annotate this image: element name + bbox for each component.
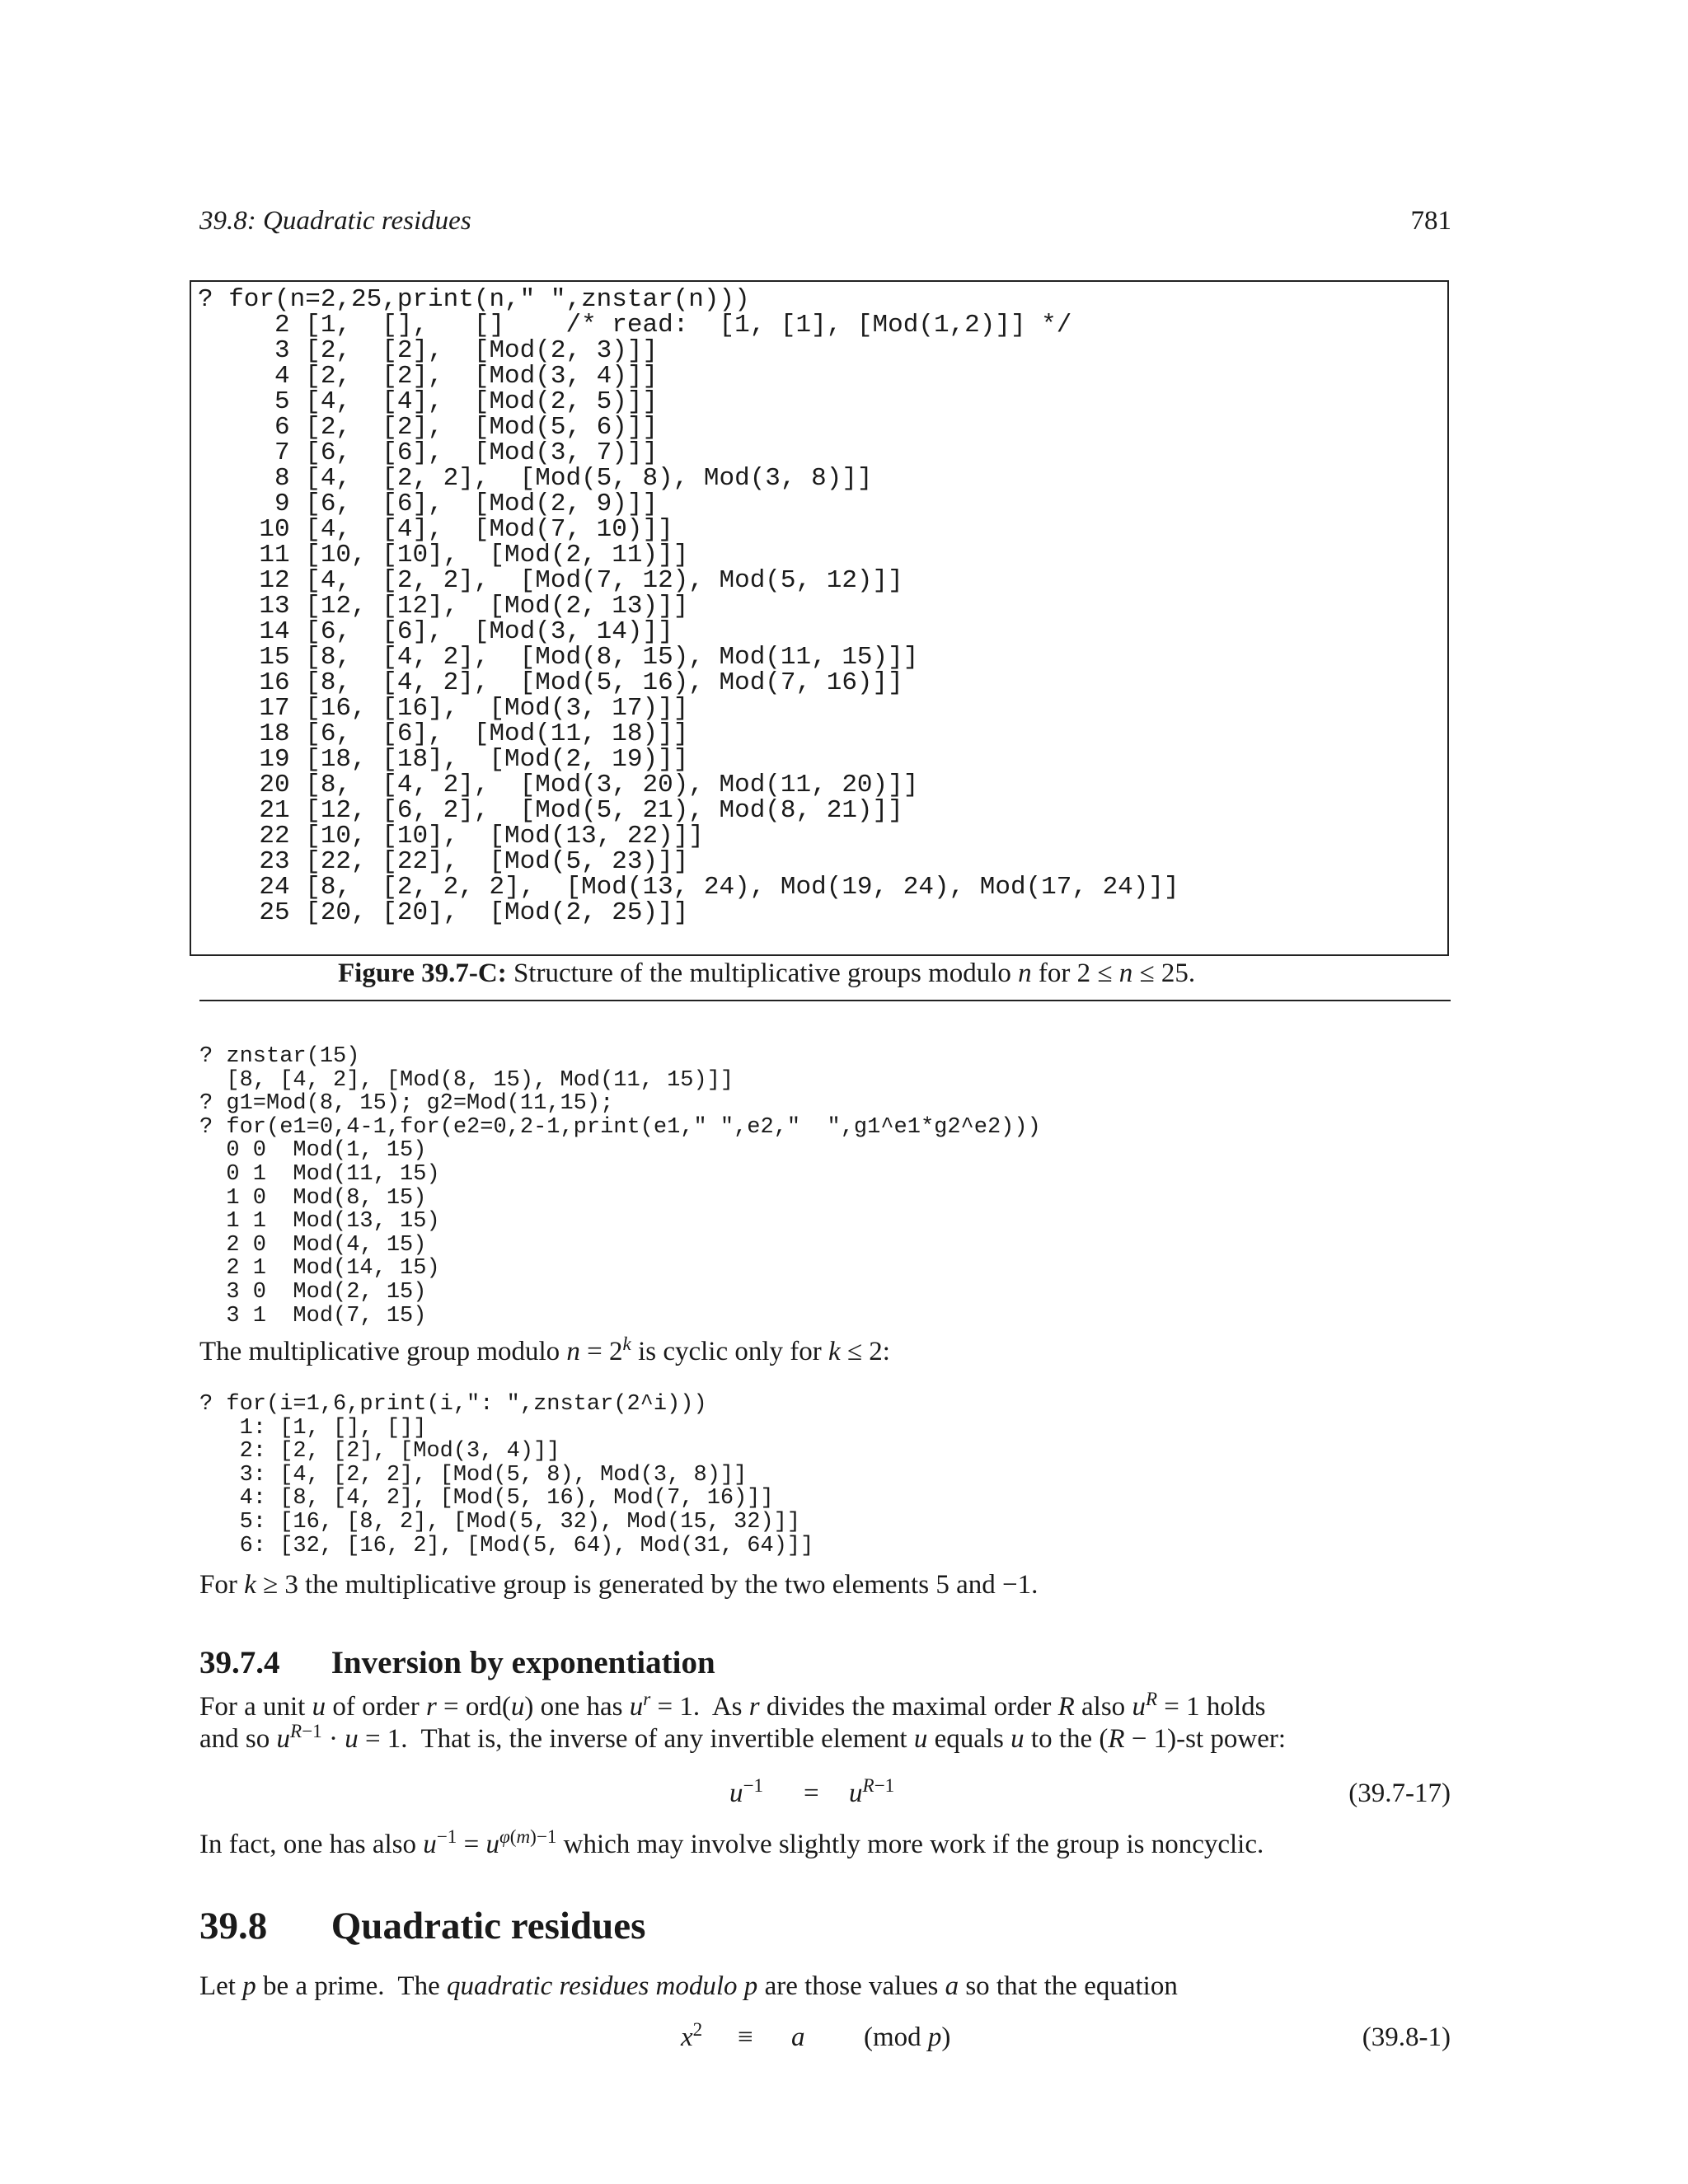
equation-congruence-lhs: $x^2$ — [681, 2018, 703, 2052]
code-line: 0 1 Mod(11, 15) — [199, 1161, 440, 1187]
code-line: ? for(e1=0,4-1,for(e2=0,2-1,print(e1," ",e2," ",g1^e1*g2^e2))) — [199, 1114, 1041, 1140]
code-line: 9 [6, [6], [Mod(2, 9)]] — [198, 490, 659, 518]
code-line: ? for(n=2,25,print(n," ",znstar(n))) — [198, 285, 750, 314]
equation-inverse-rhs: $u^{R-1}$ — [849, 1774, 895, 1808]
code-line: 1 1 Mod(13, 15) — [199, 1209, 440, 1235]
code-line: 0 0 Mod(1, 15) — [199, 1138, 427, 1164]
code-line: 4: [8, [4, 2], [Mod(5, 16), Mod(7, 16)]] — [199, 1486, 774, 1511]
paragraph-inversion-line2: and so $u^{R-1} \cdot u = 1$. That is, the inverse of any invertible element u equals u to the (R − 1)-st power: — [199, 1720, 1287, 1754]
code-line: 13 [12, [12], [Mod(2, 13)]] — [198, 592, 689, 621]
figure-caption — [338, 958, 1195, 989]
code-line: 16 [8, [4, 2], [Mod(5, 16), Mod(7, 16)]] — [198, 668, 903, 697]
figure-code-listing — [198, 287, 1179, 926]
code-line: 5: [16, [8, 2], [Mod(5, 32), Mod(15, 32)]] — [199, 1509, 801, 1535]
page-number: 781 — [1410, 206, 1451, 236]
code-line: [8, [4, 2], [Mod(8, 15), Mod(11, 15)]] — [199, 1067, 734, 1093]
paragraph-cyclic: The multiplicative group modulo $n = 2^k$ is cyclic only for k ≤ 2: — [199, 1333, 890, 1366]
code-line: 14 [6, [6], [Mod(3, 14)]] — [198, 617, 673, 646]
equation-congruence-mod: (mod p) — [864, 2022, 951, 2052]
code-line: 11 [10, [10], [Mod(2, 11)]] — [198, 541, 689, 569]
code-line: 15 [8, [4, 2], [Mod(8, 15), Mod(11, 15)]] — [198, 643, 919, 672]
section-title: Quadratic residues — [331, 1905, 646, 1947]
equation-congruence-rhs: a — [791, 2022, 805, 2052]
section-number: 39.8 — [199, 1905, 268, 1947]
code-line: 3: [4, [2, 2], [Mod(5, 8), Mod(3, 8)]] — [199, 1462, 748, 1488]
figure-caption-label: Figure 39.7-C: — [338, 958, 507, 988]
code-line: ? for(i=1,6,print(i,": ",znstar(2^i))) — [199, 1392, 707, 1417]
code-line: 24 [8, [2, 2, 2], [Mod(13, 24), Mod(19, 24), Mod(17, 24)]] — [198, 873, 1179, 902]
equation-inverse-relation: = — [804, 1779, 819, 1808]
paragraph-quadratic: Let p be a prime. The quadratic residues modulo p are those values a so that the equation — [199, 1971, 1178, 2001]
section-heading-inversion — [199, 1644, 715, 1681]
code-line: 17 [16, [16], [Mod(3, 17)]] — [198, 694, 689, 723]
equation-inverse-lhs: $u^{-1}$ — [729, 1774, 764, 1808]
code-line: 4 [2, [2], [Mod(3, 4)]] — [198, 362, 659, 391]
code-line: 22 [10, [10], [Mod(13, 22)]] — [198, 822, 704, 851]
code-line: 6 [2, [2], [Mod(5, 6)]] — [198, 413, 659, 442]
code-line: 3 0 Mod(2, 15) — [199, 1279, 427, 1305]
section-heading-quadratic — [199, 1904, 645, 1948]
paragraph-phi: In fact, one has also $u^{-1} = u^{\varphi(m)-1}$ which may involve slightly more work if the group is noncyclic. — [199, 1825, 1264, 1859]
code-line: 1 0 Mod(8, 15) — [199, 1185, 427, 1211]
figure-caption-text: Structure of the multiplicative groups modulo n for 2 ≤ n ≤ 25. — [513, 958, 1196, 988]
code-listing-powers-of-two — [199, 1393, 814, 1558]
equation-number: (39.7-17) — [1348, 1779, 1451, 1808]
equation-number: (39.8-1) — [1362, 2022, 1451, 2052]
code-line: 2 1 Mod(14, 15) — [199, 1256, 440, 1282]
code-line: 3 1 Mod(7, 15) — [199, 1303, 427, 1329]
code-line: 1: [1, [], []] — [199, 1415, 427, 1441]
code-line: 12 [4, [2, 2], [Mod(7, 12), Mod(5, 12)]] — [198, 566, 903, 595]
running-header-section: 39.8: Quadratic residues — [199, 206, 471, 236]
code-line: 2 [1, [], [] /* read: [1, [1], [Mod(1,2)]] */ — [198, 311, 1072, 340]
code-listing-znstar15 — [199, 1045, 1041, 1328]
code-line: 8 [4, [2, 2], [Mod(5, 8), Mod(3, 8)]] — [198, 464, 873, 493]
figure-rule — [199, 1000, 1451, 1001]
code-line: 10 [4, [4], [Mod(7, 10)]] — [198, 515, 673, 544]
code-line: 2 0 Mod(4, 15) — [199, 1232, 427, 1258]
code-line: 18 [6, [6], [Mod(11, 18)]] — [198, 719, 689, 748]
paragraph-generated: For k ≥ 3 the multiplicative group is generated by the two elements 5 and −1. — [199, 1570, 1039, 1600]
code-line: 7 [6, [6], [Mod(3, 7)]] — [198, 438, 659, 467]
code-line: 20 [8, [4, 2], [Mod(3, 20), Mod(11, 20)]] — [198, 771, 919, 799]
code-line: 23 [22, [22], [Mod(5, 23)]] — [198, 847, 689, 876]
section-number: 39.7.4 — [199, 1645, 280, 1680]
code-line: 5 [4, [4], [Mod(2, 5)]] — [198, 387, 659, 416]
code-line: 21 [12, [6, 2], [Mod(5, 21), Mod(8, 21)]] — [198, 796, 903, 825]
code-line: 6: [32, [16, 2], [Mod(5, 64), Mod(31, 64)]] — [199, 1533, 814, 1558]
code-line: ? g1=Mod(8, 15); g2=Mod(11,15); — [199, 1091, 614, 1117]
code-line: 2: [2, [2], [Mod(3, 4)]] — [199, 1439, 560, 1465]
equation-congruence-relation: ≡ — [738, 2022, 753, 2052]
code-line: 3 [2, [2], [Mod(2, 3)]] — [198, 336, 659, 365]
code-line: 25 [20, [20], [Mod(2, 25)]] — [198, 898, 689, 927]
code-line: 19 [18, [18], [Mod(2, 19)]] — [198, 745, 689, 774]
paragraph-inversion-line1: For a unit u of order r = ord(u) one has $u^r = 1$. As r divides the maximal order R also $u^R = 1$ holds — [199, 1688, 1266, 1722]
code-line: ? znstar(15) — [199, 1044, 360, 1069]
section-title: Inversion by exponentiation — [331, 1645, 715, 1680]
